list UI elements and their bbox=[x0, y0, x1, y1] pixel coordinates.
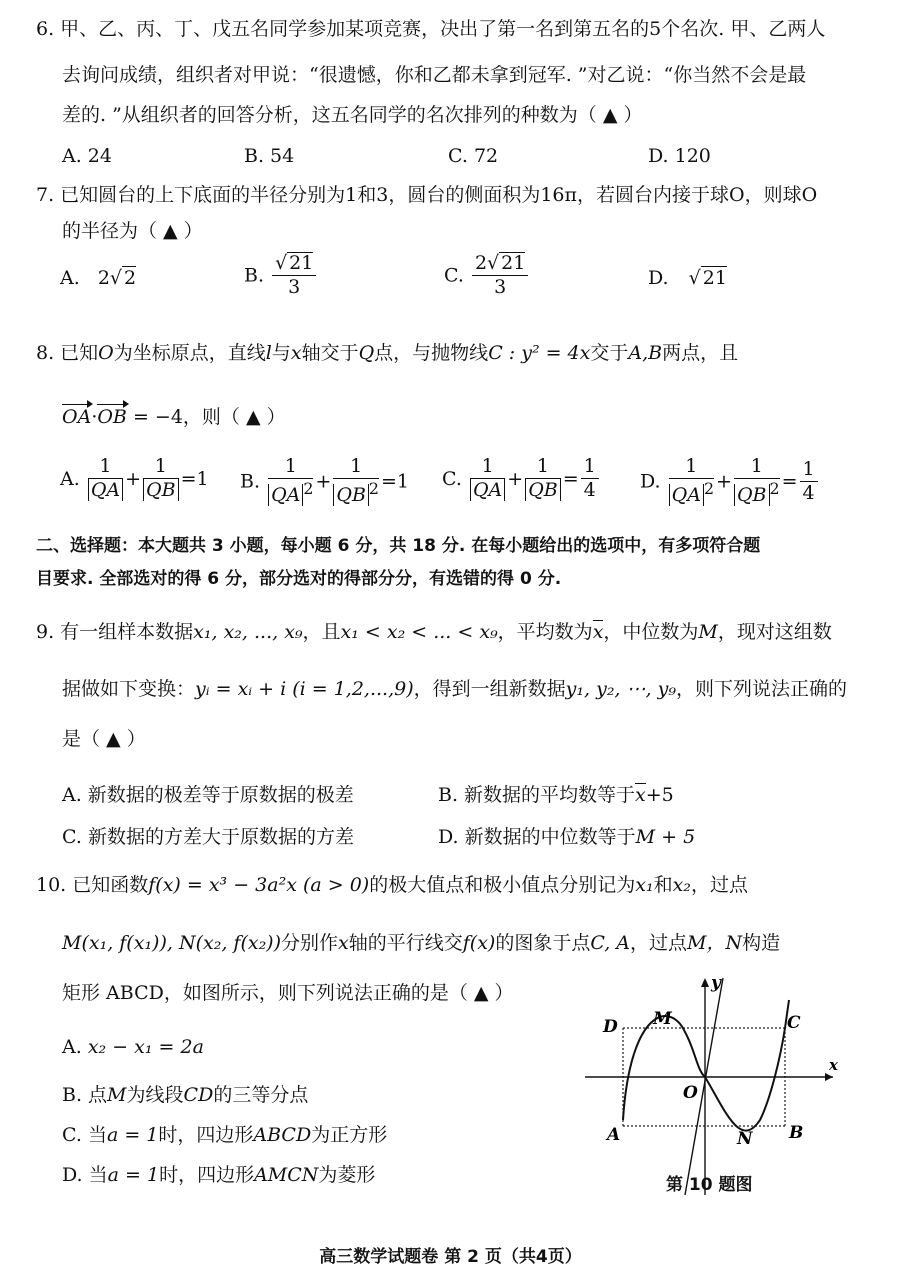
q10-text-2j: 构造 bbox=[742, 932, 781, 954]
q8-d-num2: 1 bbox=[734, 456, 780, 479]
label-o: O bbox=[683, 1083, 698, 1103]
section2-line2: 目要求. 全部选对的得 6 分，部分选对的得部分分，有选错的得 0 分. bbox=[36, 569, 562, 589]
q10-line1 bbox=[36, 874, 748, 897]
q6-line1: 6. 甲、乙、丙、丁、戊五名同学参加某项竞赛，决出了第一名到第五名的5个名次. 甲、乙两人 bbox=[36, 18, 826, 40]
q8-option-c: C. $\frac{1}{QA}$ + $\frac{1}{QB}$ = $\frac{1}{4}$ bbox=[442, 456, 601, 502]
q9-text-e: ，平均数为 bbox=[497, 621, 593, 643]
q10-math-x2: x₂ bbox=[672, 874, 691, 896]
q9-math-newdata: y₁, y₂, ⋯, y₉ bbox=[565, 678, 676, 700]
q6-option-c: C. 72 bbox=[448, 145, 499, 167]
q8-a-num2: 1 bbox=[143, 456, 179, 479]
q8-c-num1: 1 bbox=[470, 456, 505, 479]
q10-math-fx: f(x) bbox=[462, 932, 496, 954]
q9-text-2c: ，得到一组新数据 bbox=[413, 678, 566, 700]
q8-option-a-label: A. bbox=[60, 467, 80, 490]
label-a: A bbox=[607, 1125, 621, 1145]
x-axis-arrow bbox=[825, 1073, 833, 1081]
q8-b-num2: 1 bbox=[333, 456, 379, 479]
q7-option-c-denominator: 3 bbox=[494, 275, 507, 298]
q9-math-m: M bbox=[698, 621, 718, 643]
q8-d-rhs-den: 4 bbox=[802, 481, 815, 504]
q10-option-b bbox=[62, 1080, 308, 1107]
q10-option-c-mid: 时，四边形 bbox=[158, 1124, 254, 1146]
section2-line1: 二、选择题：本大题共 3 小题，每小题 6 分，共 18 分. 在每小题给出的选项中，有多项符合题 bbox=[36, 536, 761, 556]
q7-option-a: A. 2√ 2 bbox=[60, 267, 137, 289]
q9-option-d bbox=[438, 822, 695, 849]
q8-a-num1: 1 bbox=[88, 456, 123, 479]
q8-text-m: 两点，且 bbox=[662, 342, 739, 364]
q7-line1: 7. 已知圆台的上下底面的半径分别为1和3，圆台的侧面积为16π，若圆台内接于球O，则球O bbox=[36, 184, 818, 206]
q8-d-rhs-num: 1 bbox=[800, 459, 818, 482]
q7-option-b-label: B. bbox=[244, 264, 265, 287]
cubic-curve bbox=[623, 1000, 789, 1131]
q10-text-f: 和 bbox=[653, 874, 673, 896]
q8-vector-oa: OA bbox=[62, 406, 92, 428]
q9-text-2a: 据做如下变换： bbox=[62, 678, 196, 700]
q8-math-x: x bbox=[290, 342, 302, 364]
q9-option-b bbox=[438, 780, 674, 807]
q8-math-parabola: C : y² = 4x bbox=[488, 342, 591, 364]
q9-option-a: A. 新数据的极差等于原数据的极差 bbox=[62, 784, 354, 806]
q10-option-c-abcd: ABCD bbox=[253, 1124, 312, 1146]
q8-c-num2: 1 bbox=[525, 456, 561, 479]
q8-text-c: 为坐标原点，直线 bbox=[113, 342, 266, 364]
q10-option-b-cd: CD bbox=[183, 1084, 214, 1106]
q8-c-rhs-num: 1 bbox=[581, 456, 599, 479]
q10-option-c-a: a = 1 bbox=[106, 1124, 159, 1146]
q9-option-d-math: M + 5 bbox=[635, 826, 696, 848]
q8-b-num1: 1 bbox=[268, 456, 313, 479]
label-x: x bbox=[829, 1056, 838, 1074]
q8-math-o: O bbox=[98, 342, 114, 364]
q10-option-c-end: 为正方形 bbox=[311, 1124, 388, 1146]
label-c: C bbox=[787, 1013, 801, 1033]
q9-math-transform: yᵢ = xᵢ + i (i = 1,2,...,9) bbox=[195, 678, 414, 700]
label-n: N bbox=[737, 1129, 753, 1149]
q10-option-d-amcn: AMCN bbox=[254, 1164, 319, 1186]
q7-option-d-label: D. bbox=[648, 267, 669, 289]
q8-d-sq1: 2 bbox=[703, 478, 715, 498]
q10-text-a: 10. 已知函数 bbox=[36, 874, 149, 896]
q8-math-l: l bbox=[265, 342, 272, 364]
q10-line3: 矩形 ABCD，如图所示，则下列说法正确的是（ ▲ ） bbox=[62, 982, 514, 1004]
q8-option-b: B. $\frac{1}{QA ^2}$ + $\frac{1}{QB ^2}$ =1 bbox=[240, 455, 410, 507]
q7-line2: 的半径为（ ▲ ） bbox=[62, 220, 203, 242]
q9-line3: 是（ ▲ ） bbox=[62, 728, 146, 750]
q9-math-order: x₁ < x₂ < ... < x₉ bbox=[340, 621, 498, 643]
y-axis-arrow bbox=[701, 978, 709, 987]
q8-a-den-qa: QA bbox=[88, 479, 123, 501]
q8-line1 bbox=[36, 342, 738, 365]
q8-text-k: 交于 bbox=[590, 342, 629, 364]
q10-math-xaxis: x bbox=[338, 932, 349, 954]
q7-option-d-radicand: 21 bbox=[702, 267, 727, 289]
q7-option-c-radicand: 21 bbox=[501, 252, 526, 274]
q8-text-i: 点，与抛物线 bbox=[374, 342, 489, 364]
q8-option-a: A. $\frac{1}{QA}$ + $\frac{1}{QB}$ =1 bbox=[60, 455, 209, 501]
q10-line2 bbox=[62, 932, 780, 955]
q10-option-b-end: 的三等分点 bbox=[213, 1084, 309, 1106]
q10-figure bbox=[575, 970, 845, 1200]
q8-line2-tail: = −4，则（ ▲ ） bbox=[132, 406, 286, 428]
q8-option-c-label: C. bbox=[442, 467, 462, 490]
q8-b-sq2: 2 bbox=[368, 478, 379, 498]
q9-text-2e: ，则下列说法正确的 bbox=[675, 678, 847, 700]
q9-option-c: C. 新数据的方差大于原数据的方差 bbox=[62, 826, 354, 848]
q8-math-q: Q bbox=[358, 342, 375, 364]
q8-c-den-qa: QA bbox=[470, 479, 505, 501]
q8-a-den-qb: QB bbox=[143, 479, 179, 501]
q8-d-den-qb: QB bbox=[734, 484, 770, 506]
q8-text-a: 8. 已知 bbox=[36, 342, 99, 364]
q9-option-d-text: D. 新数据的中位数等于 bbox=[438, 826, 636, 848]
q10-option-a-label: A. bbox=[62, 1036, 82, 1058]
q10-option-a-math: x₂ − x₁ = 2a bbox=[87, 1036, 204, 1058]
q8-d-den-qa: QA bbox=[669, 484, 704, 506]
q6-option-b: B. 54 bbox=[244, 145, 295, 167]
q10-text-2d: 轴的平行线交 bbox=[348, 932, 463, 954]
q8-c-den-qb: QB bbox=[525, 479, 561, 501]
q7-option-c: C. $\frac{2√ 21}{3}$ bbox=[444, 252, 530, 299]
q7-option-a-coef: 2 bbox=[97, 267, 110, 289]
q8-text-e: 与 bbox=[271, 342, 291, 364]
q6-line3: 差的. ”从组织者的回答分析，这五名同学的名次排列的种数为（ ▲ ） bbox=[62, 104, 643, 126]
q6-option-a: A. 24 bbox=[62, 145, 112, 167]
q8-vector-ob: OB bbox=[97, 406, 127, 428]
label-d: D bbox=[603, 1017, 618, 1037]
q10-option-d-end: 为菱形 bbox=[318, 1164, 376, 1186]
q9-line2 bbox=[62, 678, 847, 701]
q8-b-den-qb: QB bbox=[333, 484, 369, 506]
q10-option-d-mid: 时，四边形 bbox=[159, 1164, 255, 1186]
q8-d-num1: 1 bbox=[669, 456, 714, 479]
q9-option-b-plus: +5 bbox=[645, 784, 674, 806]
q10-option-d bbox=[62, 1160, 375, 1187]
q9-text-i: ，现对这组数 bbox=[717, 621, 832, 643]
label-b: B bbox=[789, 1123, 804, 1143]
q7-option-a-label: A. bbox=[60, 267, 80, 289]
q9-option-b-xbar: x bbox=[635, 784, 646, 806]
q10-math-f: f(x) = x³ − 3a²x bbox=[148, 874, 297, 896]
q6-option-d: D. 120 bbox=[648, 145, 711, 167]
q7-option-a-radicand: 2 bbox=[124, 267, 137, 289]
q10-math-x1: x₁ bbox=[635, 874, 654, 896]
q10-option-a bbox=[62, 1036, 204, 1058]
label-m: M bbox=[653, 1009, 672, 1029]
q10-math-ca: C, A bbox=[590, 932, 631, 954]
q10-option-d-pre: D. 当 bbox=[62, 1164, 108, 1186]
q8-b-sq1: 2 bbox=[303, 478, 314, 498]
q9-text-a: 9. 有一组样本数据 bbox=[36, 621, 194, 643]
q9-math-xbar: x bbox=[592, 621, 604, 643]
q8-option-d-label: D. bbox=[640, 470, 661, 493]
q10-option-b-m: M bbox=[107, 1084, 127, 1106]
q8-d-sq2: 2 bbox=[769, 478, 780, 498]
q10-option-b-post: 为线段 bbox=[126, 1084, 184, 1106]
q8-text-g: 轴交于 bbox=[301, 342, 359, 364]
q10-math-points: M(x₁, f(x₁)), N(x₂, f(x₂)) bbox=[62, 932, 282, 954]
q7-option-c-label: C. bbox=[444, 264, 464, 287]
q9-text-g: ，中位数为 bbox=[603, 621, 699, 643]
q8-b-den-qa: QA bbox=[268, 484, 303, 506]
q8-math-ab: A,B bbox=[628, 342, 663, 364]
q10-text-d: 的极大值点和极小值点分别记为 bbox=[369, 874, 636, 896]
q9-line1 bbox=[36, 620, 832, 644]
q7-option-b: B. $\frac{√ 21}{3}$ bbox=[244, 252, 318, 299]
q8-line2: OA·OB = −4，则（ ▲ ） bbox=[62, 406, 286, 428]
q10-math-mn: M，N bbox=[687, 932, 743, 954]
q9-math-data: x₁, x₂, ..., x₉ bbox=[193, 621, 303, 643]
q10-text-2b: 分别作 bbox=[281, 932, 339, 954]
q7-option-d: D. √ 21 bbox=[648, 267, 727, 289]
q10-option-d-a: a = 1 bbox=[107, 1164, 160, 1186]
q10-text-2f: 的图象于点 bbox=[495, 932, 591, 954]
page-footer: 高三数学试题卷 第 2 页（共4页） bbox=[319, 1247, 582, 1267]
q8-a-eq: =1 bbox=[180, 467, 209, 490]
q8-option-d: D. $\frac{1}{QA ^2}$ + $\frac{1}{QB ^2}$ = $\frac{1}{4}$ bbox=[640, 456, 820, 507]
q10-math-cond: (a > 0) bbox=[302, 874, 370, 896]
q7-option-b-radicand: 21 bbox=[289, 252, 314, 274]
q10-option-b-pre: B. 点 bbox=[62, 1084, 108, 1106]
q6-line2: 去询问成绩，组织者对甲说：“很遗憾，你和乙都未拿到冠军. ”对乙说：“你当然不会是最 bbox=[62, 64, 807, 86]
q10-option-c bbox=[62, 1120, 387, 1147]
label-y: y bbox=[711, 973, 721, 993]
q8-option-b-label: B. bbox=[240, 470, 261, 493]
q10-text-2h: ，过点 bbox=[630, 932, 688, 954]
q9-text-c: ，且 bbox=[302, 621, 341, 643]
q7-option-c-coef: 2 bbox=[474, 252, 488, 274]
q9-option-b-text: B. 新数据的平均数等于 bbox=[438, 784, 636, 806]
q7-option-b-denominator: 3 bbox=[288, 275, 301, 298]
q10-text-h: ，过点 bbox=[690, 874, 748, 896]
q10-option-c-pre: C. 当 bbox=[62, 1124, 107, 1146]
q10-figure-caption: 第 10 题图 bbox=[666, 1175, 753, 1195]
q8-b-eq: =1 bbox=[381, 470, 410, 493]
q8-c-rhs-den: 4 bbox=[583, 478, 596, 501]
